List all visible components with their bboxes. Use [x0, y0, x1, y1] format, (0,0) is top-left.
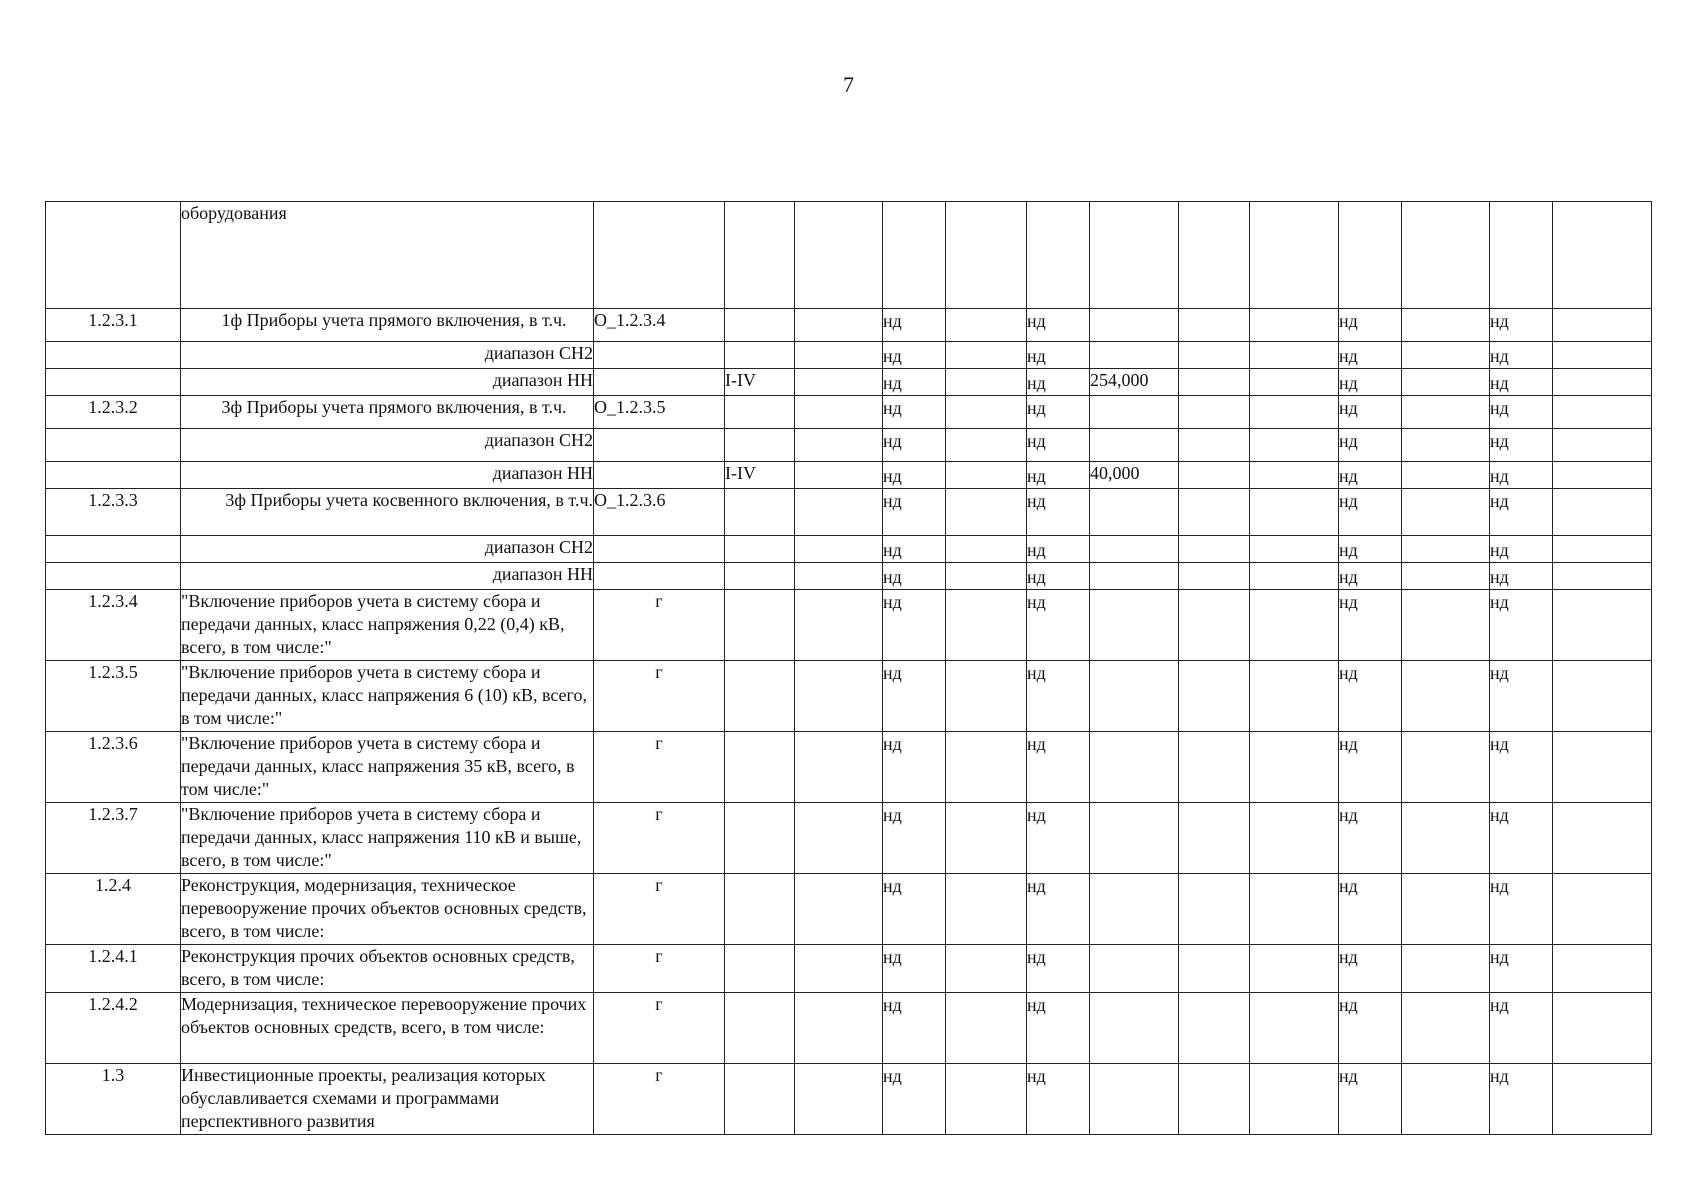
nd-cell: нд [1027, 309, 1090, 342]
empty-cell [795, 945, 883, 993]
row-category-cell [725, 993, 795, 1064]
row-name-cell: "Включение приборов учета в систему сбора и передачи данных, класс напряжения 6 (10) кВ, всего, в том числе:" [181, 661, 594, 732]
empty-cell [946, 429, 1027, 462]
table-row [46, 309, 1652, 342]
row-value-cell [1090, 563, 1179, 590]
empty-cell [795, 369, 883, 396]
empty-cell [1179, 396, 1250, 429]
empty-cell [946, 945, 1027, 993]
row-category-cell [725, 309, 795, 342]
row-category-cell: I-IV [725, 462, 795, 489]
empty-cell [1402, 874, 1490, 945]
empty-cell [946, 462, 1027, 489]
nd-cell: нд [1490, 563, 1553, 590]
empty-cell [1179, 342, 1250, 369]
row-code-cell: г [594, 874, 725, 945]
row-code-cell: О_1.2.3.5 [594, 396, 725, 429]
row-code-cell: г [594, 803, 725, 874]
nd-cell: нд [1339, 342, 1402, 369]
row-category-cell [725, 563, 795, 590]
table-row [46, 536, 1652, 563]
empty-cell [946, 309, 1027, 342]
row-category-cell [725, 874, 795, 945]
empty-cell [1402, 945, 1490, 993]
empty-cell [795, 342, 883, 369]
nd-cell: нд [1027, 993, 1090, 1064]
empty-cell [1250, 590, 1339, 661]
empty-cell [946, 732, 1027, 803]
empty-cell [1179, 590, 1250, 661]
table-row [46, 803, 1652, 874]
row-value-cell [1090, 945, 1179, 993]
row-category-cell [725, 489, 795, 536]
empty-cell [1179, 732, 1250, 803]
nd-cell: нд [1490, 661, 1553, 732]
empty-cell [1179, 536, 1250, 563]
empty-cell [1402, 1064, 1490, 1135]
row-value-cell [1090, 536, 1179, 563]
empty-cell [795, 489, 883, 536]
empty-cell [1402, 309, 1490, 342]
empty-cell [1402, 489, 1490, 536]
row-category-cell [725, 803, 795, 874]
empty-cell [946, 590, 1027, 661]
row-code-cell: О_1.2.3.6 [594, 489, 725, 536]
empty-cell [795, 803, 883, 874]
row-number-cell [46, 202, 181, 309]
nd-cell: нд [1339, 1064, 1402, 1135]
empty-cell [795, 590, 883, 661]
empty-cell [1179, 489, 1250, 536]
nd-cell: нд [1339, 945, 1402, 993]
row-number-cell [46, 563, 181, 590]
empty-cell [1553, 732, 1652, 803]
row-number-cell [46, 536, 181, 563]
empty-cell [795, 732, 883, 803]
row-number-cell [46, 462, 181, 489]
nd-cell: нд [1027, 489, 1090, 536]
empty-cell [1553, 874, 1652, 945]
row-name-cell: Реконструкция прочих объектов основных средств, всего, в том числе: [181, 945, 594, 993]
row-value-cell [1090, 993, 1179, 1064]
nd-cell: нд [1490, 874, 1553, 945]
nd-cell: нд [883, 945, 946, 993]
row-number-cell: 1.2.3.5 [46, 661, 181, 732]
nd-cell: нд [1490, 1064, 1553, 1135]
empty-cell [1250, 874, 1339, 945]
empty-cell [795, 661, 883, 732]
row-number-cell: 1.2.4.1 [46, 945, 181, 993]
empty-cell [1250, 429, 1339, 462]
empty-cell [1250, 202, 1339, 309]
nd-cell: нд [883, 874, 946, 945]
nd-cell: нд [1490, 489, 1553, 536]
row-value-cell [1090, 803, 1179, 874]
empty-cell [1402, 396, 1490, 429]
empty-cell [1553, 661, 1652, 732]
nd-cell: нд [1027, 661, 1090, 732]
page-number: 7 [843, 72, 854, 97]
nd-cell: нд [883, 342, 946, 369]
row-value-cell [1090, 309, 1179, 342]
investment-table [45, 201, 1652, 1135]
nd-cell: нд [1339, 369, 1402, 396]
row-number-cell: 1.2.3.3 [46, 489, 181, 536]
row-name-cell: диапазон СН2 [181, 536, 594, 563]
table-row [46, 732, 1652, 803]
empty-cell [1179, 1064, 1250, 1135]
empty-cell [1250, 309, 1339, 342]
row-name-cell: диапазон СН2 [181, 429, 594, 462]
nd-cell: нд [1339, 563, 1402, 590]
empty-cell [1553, 945, 1652, 993]
nd-cell: нд [883, 590, 946, 661]
empty-cell [1250, 945, 1339, 993]
row-number-cell: 1.2.4 [46, 874, 181, 945]
nd-cell: нд [1490, 945, 1553, 993]
table-row [46, 369, 1652, 396]
row-number-cell: 1.2.3.2 [46, 396, 181, 429]
empty-cell [1553, 462, 1652, 489]
row-category-cell [725, 536, 795, 563]
row-code-cell [594, 536, 725, 563]
empty-cell [1553, 536, 1652, 563]
row-category-cell [725, 1064, 795, 1135]
row-value-cell [1090, 429, 1179, 462]
empty-cell [946, 489, 1027, 536]
empty-cell [1402, 369, 1490, 396]
empty-cell [1179, 309, 1250, 342]
nd-cell: нд [1027, 803, 1090, 874]
empty-cell [946, 369, 1027, 396]
row-category-cell [725, 732, 795, 803]
nd-cell: нд [1339, 993, 1402, 1064]
empty-cell [1179, 563, 1250, 590]
row-code-cell [594, 342, 725, 369]
row-code-cell: г [594, 590, 725, 661]
empty-cell [1179, 874, 1250, 945]
table-row [46, 945, 1652, 993]
empty-cell [795, 1064, 883, 1135]
nd-cell: нд [883, 462, 946, 489]
row-category-cell [725, 945, 795, 993]
row-code-cell: г [594, 732, 725, 803]
row-name-cell: Модернизация, техническое перевооружение прочих объектов основных средств, всего, в том числе: [181, 993, 594, 1064]
empty-cell [946, 993, 1027, 1064]
nd-cell: нд [883, 536, 946, 563]
row-name-cell: 3ф Приборы учета косвенного включения, в т.ч. [181, 489, 594, 536]
empty-cell [946, 803, 1027, 874]
empty-cell [1250, 462, 1339, 489]
empty-cell [795, 429, 883, 462]
row-value-cell: 40,000 [1090, 462, 1179, 489]
row-number-cell: 1.2.3.7 [46, 803, 181, 874]
nd-cell: нд [1339, 429, 1402, 462]
empty-cell [1553, 993, 1652, 1064]
empty-cell [1250, 536, 1339, 563]
table-row [46, 396, 1652, 429]
nd-cell: нд [883, 661, 946, 732]
nd-cell: нд [1027, 342, 1090, 369]
empty-cell [795, 396, 883, 429]
row-value-cell: 254,000 [1090, 369, 1179, 396]
nd-cell: нд [1339, 874, 1402, 945]
row-category-cell [725, 590, 795, 661]
row-code-cell [594, 369, 725, 396]
empty-cell [1250, 369, 1339, 396]
nd-cell: нд [1490, 462, 1553, 489]
nd-cell: нд [1027, 396, 1090, 429]
empty-cell [1402, 661, 1490, 732]
row-name-cell: 3ф Приборы учета прямого включения, в т.ч. [181, 396, 594, 429]
nd-cell: нд [1339, 803, 1402, 874]
row-category-cell: I-IV [725, 369, 795, 396]
empty-cell [795, 563, 883, 590]
empty-cell [1402, 536, 1490, 563]
empty-cell [883, 202, 946, 309]
empty-cell [946, 874, 1027, 945]
row-code-cell [594, 202, 725, 309]
row-code-cell: г [594, 945, 725, 993]
empty-cell [795, 309, 883, 342]
row-category-cell [725, 202, 795, 309]
row-code-cell: г [594, 993, 725, 1064]
row-category-cell [725, 396, 795, 429]
nd-cell: нд [1339, 309, 1402, 342]
nd-cell: нд [1027, 369, 1090, 396]
row-code-cell [594, 462, 725, 489]
nd-cell: нд [883, 803, 946, 874]
table-row [46, 590, 1652, 661]
row-value-cell [1090, 396, 1179, 429]
empty-cell [1250, 732, 1339, 803]
empty-cell [1402, 803, 1490, 874]
empty-cell [1553, 396, 1652, 429]
table-row [46, 342, 1652, 369]
nd-cell: нд [1027, 429, 1090, 462]
empty-cell [946, 661, 1027, 732]
row-number-cell [46, 342, 181, 369]
empty-cell [1553, 342, 1652, 369]
row-number-cell: 1.2.3.1 [46, 309, 181, 342]
empty-cell [1339, 202, 1402, 309]
empty-cell [946, 563, 1027, 590]
row-value-cell [1090, 489, 1179, 536]
nd-cell: нд [1027, 874, 1090, 945]
empty-cell [1179, 993, 1250, 1064]
row-category-cell [725, 661, 795, 732]
table-row [46, 661, 1652, 732]
row-value-cell [1090, 590, 1179, 661]
row-number-cell: 1.2.4.2 [46, 993, 181, 1064]
nd-cell: нд [1490, 536, 1553, 563]
empty-cell [1179, 202, 1250, 309]
nd-cell: нд [1490, 342, 1553, 369]
empty-cell [1250, 563, 1339, 590]
row-number-cell [46, 429, 181, 462]
empty-cell [1553, 563, 1652, 590]
row-code-cell: О_1.2.3.4 [594, 309, 725, 342]
nd-cell: нд [1027, 945, 1090, 993]
row-number-cell: 1.2.3.4 [46, 590, 181, 661]
row-name-cell: Реконструкция, модернизация, техническое перевооружение прочих объектов основных средств, всего, в том числе: [181, 874, 594, 945]
table-row [46, 489, 1652, 536]
empty-cell [795, 993, 883, 1064]
nd-cell: нд [1027, 590, 1090, 661]
row-name-cell: диапазон НН [181, 369, 594, 396]
row-value-cell [1090, 732, 1179, 803]
empty-cell [1553, 489, 1652, 536]
empty-cell [1179, 429, 1250, 462]
empty-cell [946, 536, 1027, 563]
row-code-cell: г [594, 661, 725, 732]
table-row [46, 462, 1652, 489]
row-number-cell: 1.2.3.6 [46, 732, 181, 803]
empty-cell [1553, 803, 1652, 874]
nd-cell: нд [1027, 1064, 1090, 1135]
empty-cell [1490, 202, 1553, 309]
empty-cell [946, 342, 1027, 369]
empty-cell [795, 874, 883, 945]
row-name-cell: диапазон НН [181, 563, 594, 590]
empty-cell [1553, 429, 1652, 462]
row-category-cell [725, 342, 795, 369]
row-value-cell [1090, 661, 1179, 732]
empty-cell [1250, 803, 1339, 874]
nd-cell: нд [883, 396, 946, 429]
nd-cell: нд [1490, 590, 1553, 661]
empty-cell [1250, 993, 1339, 1064]
row-name-cell: диапазон СН2 [181, 342, 594, 369]
nd-cell: нд [1490, 396, 1553, 429]
empty-cell [1553, 202, 1652, 309]
table-row [46, 429, 1652, 462]
empty-cell [1179, 803, 1250, 874]
empty-cell [1250, 489, 1339, 536]
nd-cell: нд [1027, 563, 1090, 590]
nd-cell: нд [1339, 590, 1402, 661]
nd-cell: нд [1027, 536, 1090, 563]
row-name-cell: Инвестиционные проекты, реализация которых обуславливается схемами и программами перспективного развития [181, 1064, 594, 1135]
empty-cell [1402, 462, 1490, 489]
nd-cell: нд [1027, 732, 1090, 803]
empty-cell [1179, 369, 1250, 396]
empty-cell [1402, 342, 1490, 369]
empty-cell [795, 202, 883, 309]
empty-cell [1250, 342, 1339, 369]
row-value-cell [1090, 342, 1179, 369]
nd-cell: нд [1490, 309, 1553, 342]
table-row [46, 563, 1652, 590]
empty-cell [1402, 202, 1490, 309]
nd-cell: нд [883, 489, 946, 536]
nd-cell: нд [1339, 661, 1402, 732]
empty-cell [1027, 202, 1090, 309]
empty-cell [1553, 309, 1652, 342]
nd-cell: нд [1490, 993, 1553, 1064]
empty-cell [1250, 661, 1339, 732]
empty-cell [1553, 369, 1652, 396]
empty-cell [795, 462, 883, 489]
empty-cell [1179, 945, 1250, 993]
nd-cell: нд [1339, 536, 1402, 563]
nd-cell: нд [1339, 732, 1402, 803]
empty-cell [1553, 1064, 1652, 1135]
row-code-cell [594, 429, 725, 462]
empty-cell [946, 396, 1027, 429]
empty-cell [1402, 590, 1490, 661]
row-name-cell: "Включение приборов учета в систему сбора и передачи данных, класс напряжения 0,22 (0,4) кВ, всего, в том числе:" [181, 590, 594, 661]
nd-cell: нд [883, 1064, 946, 1135]
nd-cell: нд [883, 429, 946, 462]
nd-cell: нд [1490, 732, 1553, 803]
nd-cell: нд [1490, 369, 1553, 396]
nd-cell: нд [1339, 396, 1402, 429]
row-code-cell [594, 563, 725, 590]
nd-cell: нд [883, 993, 946, 1064]
row-value-cell [1090, 1064, 1179, 1135]
nd-cell: нд [883, 732, 946, 803]
row-code-cell: г [594, 1064, 725, 1135]
nd-cell: нд [883, 563, 946, 590]
nd-cell: нд [1490, 803, 1553, 874]
table-row [46, 874, 1652, 945]
nd-cell: нд [1027, 462, 1090, 489]
nd-cell: нд [883, 369, 946, 396]
empty-cell [1250, 396, 1339, 429]
row-category-cell [725, 429, 795, 462]
row-value-cell [1090, 874, 1179, 945]
table-row [46, 993, 1652, 1064]
nd-cell: нд [1339, 462, 1402, 489]
empty-cell [1250, 1064, 1339, 1135]
row-name-cell: "Включение приборов учета в систему сбора и передачи данных, класс напряжения 35 кВ, всего, в том числе:" [181, 732, 594, 803]
table-row [46, 202, 1652, 309]
empty-cell [795, 536, 883, 563]
row-name-cell: 1ф Приборы учета прямого включения, в т.ч. [181, 309, 594, 342]
nd-cell: нд [883, 309, 946, 342]
row-name-cell: оборудования [181, 202, 594, 309]
table-row [46, 1064, 1652, 1135]
row-value-cell [1090, 202, 1179, 309]
empty-cell [1179, 462, 1250, 489]
empty-cell [946, 202, 1027, 309]
empty-cell [946, 1064, 1027, 1135]
empty-cell [1402, 732, 1490, 803]
empty-cell [1402, 563, 1490, 590]
row-name-cell: "Включение приборов учета в систему сбора и передачи данных, класс напряжения 110 кВ и выше, всего, в том числе:" [181, 803, 594, 874]
empty-cell [1553, 590, 1652, 661]
row-name-cell: диапазон НН [181, 462, 594, 489]
nd-cell: нд [1490, 429, 1553, 462]
nd-cell: нд [1339, 489, 1402, 536]
row-number-cell: 1.3 [46, 1064, 181, 1135]
empty-cell [1179, 661, 1250, 732]
empty-cell [1402, 429, 1490, 462]
empty-cell [1402, 993, 1490, 1064]
row-number-cell [46, 369, 181, 396]
